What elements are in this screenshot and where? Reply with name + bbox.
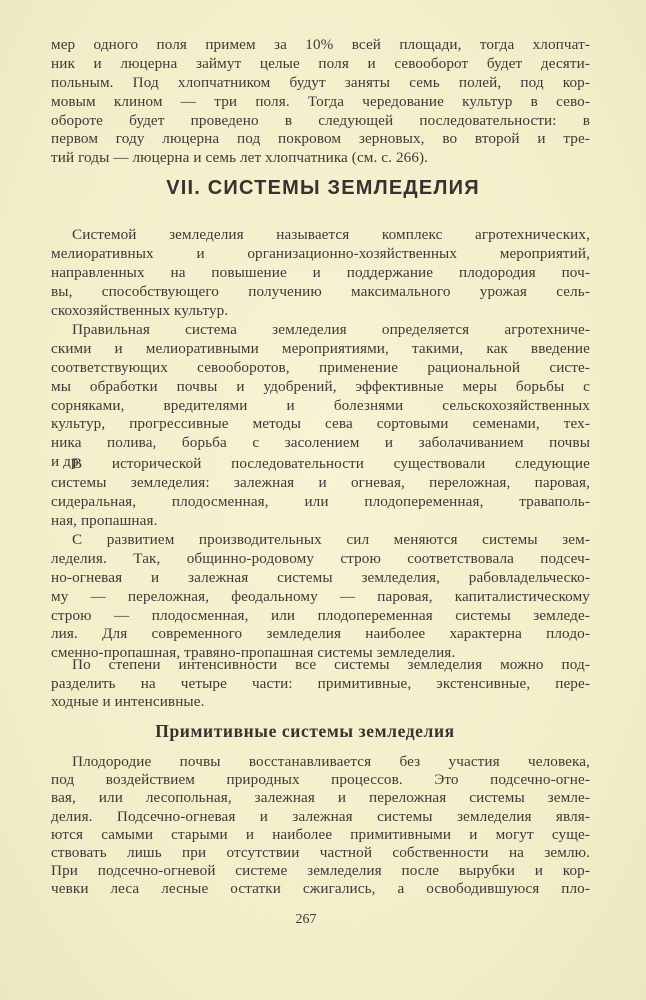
text-line: мовым клином — три поля. Тогда чередование культур в сево-	[51, 92, 590, 110]
text-line: мы обработки почвы и удобрений, эффективные меры борьбы с	[51, 377, 590, 395]
text-line: По степени интенсивности все системы земледелия можно под-	[72, 656, 590, 673]
paragraph	[51, 656, 590, 712]
text-line: При подсечно-огневой системе земледелия после вырубки и кор-	[51, 862, 590, 880]
text-line: направленных на повышение и поддержание плодородия поч-	[51, 263, 590, 281]
text-line: С развитием производительных сил меняются системы зем-	[72, 531, 590, 548]
text-line: но-огневая и залежная системы земледелия, рабовладельческо-	[51, 568, 590, 586]
paragraph	[51, 753, 590, 899]
text-line: ника полива, борьба с засолением и заболачиванием почвы	[51, 434, 590, 452]
paragraph	[51, 321, 590, 472]
text-line: сидеральная, плодосменная, или плодопеременная, траваполь-	[51, 492, 590, 510]
text-line: вы, способствующего получению максимального урожая сель-	[51, 282, 590, 300]
text-line: обороте будет проведено в следующей последовательности: в	[51, 111, 590, 129]
text-line: вая, или лесопольная, залежная и переложная системы земле-	[51, 789, 590, 807]
text-line: му — переложная, феодальному — паровая, капиталистическому	[51, 587, 590, 605]
text-line: Системой земледелия называется комплекс агротехнических,	[72, 226, 590, 243]
text-line: чевки леса лесные остатки сжигались, а освободившуюся пло-	[51, 880, 590, 898]
text-line: леделия. Так, общинно-родовому строю соответствовала подсеч-	[51, 549, 590, 567]
text-line: сорняками, вредителями и болезнями сельскохозяйственных	[51, 396, 590, 414]
text-line: строю — плодосменная, или плодопеременная системы земледе-	[51, 606, 590, 624]
text-line: ная, пропашная.	[51, 511, 158, 529]
text-line: культур, прогрессивные методы сева сортовыми семенами, тех-	[51, 415, 590, 433]
text-line: мелиоративных и организационно-хозяйственных мероприятий,	[51, 244, 590, 262]
chapter-heading: VII. СИСТЕМЫ ЗЕМЛЕДЕЛИЯ	[166, 177, 480, 199]
text-line: скохозяйственных культур.	[51, 301, 229, 319]
section-heading: Примитивные системы земледелия	[155, 721, 455, 741]
text-line: первом году люцерна под покровом зерновых, во второй и тре-	[51, 130, 590, 148]
text-line: под воздействием природных процессов. Это подсечно-огне-	[51, 771, 590, 789]
text-line: тий годы — люцерна и семь лет хлопчатника (см. с. 266).	[51, 149, 429, 167]
paragraph	[51, 36, 590, 168]
text-line: ствовать лишь при отсутствии частной собственности на землю.	[51, 843, 590, 861]
text-line: делия. Подсечно-огневая и залежная системы земледелия явля-	[51, 807, 590, 825]
paragraph	[51, 531, 590, 663]
text-line: соответствующих севооборотов, применение рациональной систе-	[51, 358, 590, 376]
text-line: и др.	[51, 453, 83, 471]
text-line: системы земледелия: залежная и огневая, переложная, паровая,	[51, 473, 590, 491]
text-line: Плодородие почвы восстанавливается без участия человека,	[72, 753, 590, 770]
text-line: ходные и интенсивные.	[51, 693, 205, 710]
paragraph	[51, 226, 590, 320]
text-line: польным. Под хлопчатником будут заняты семь полей, под кор-	[51, 73, 590, 91]
text-line: ются самыми старыми и наиболее примитивными и могут суще-	[51, 825, 590, 843]
page-number: 267	[295, 912, 317, 927]
paragraph	[51, 455, 590, 531]
text-line: ник и люцерна займут целые поля и севооборот будет десяти-	[51, 54, 590, 72]
text-line: Правильная система земледелия определяется агротехниче-	[72, 321, 590, 338]
text-line: лия. Для современного земледелия наиболее характерна плодо-	[51, 625, 590, 643]
text-line: В исторической последовательности существовали следующие	[72, 455, 590, 472]
text-line: мер одного поля примем за 10% всей площади, тогда хлопчат-	[51, 36, 590, 53]
text-line: сменно-пропашная, травяно-пропашная системы земледелия.	[51, 644, 456, 662]
text-line: скими и мелиоративными мероприятиями, такими, как введение	[51, 339, 590, 357]
text-line: разделить на четыре части: примитивные, экстенсивные, пере-	[51, 674, 590, 692]
